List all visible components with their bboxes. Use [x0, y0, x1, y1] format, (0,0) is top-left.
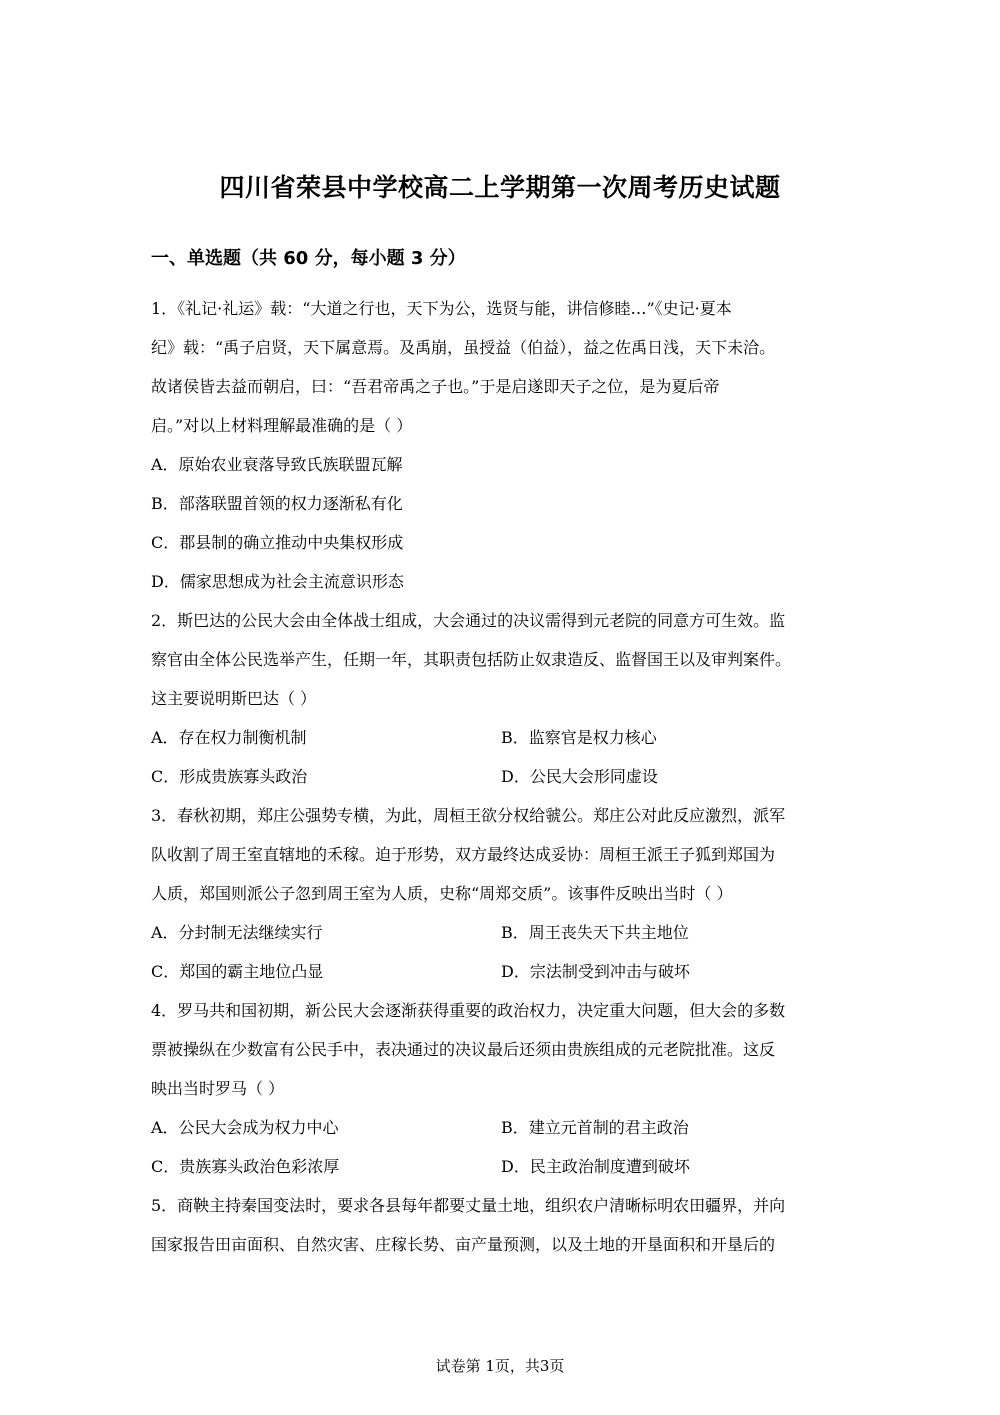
- question-list: [151, 295, 856, 1270]
- question-text-line: 票被操纵在少数富有公民手中，表决通过的决议最后还须由贵族组成的元老院批准。这反: [151, 1040, 776, 1059]
- question-text-line: 2．斯巴达的公民大会由全体战士组成，大会通过的决议需得到元老院的同意方可生效。监: [151, 611, 786, 630]
- option-row: [151, 958, 856, 997]
- option-row: [151, 724, 856, 763]
- page-title: 四川省荣县中学校高二上学期第一次周考历史试题: [219, 173, 781, 202]
- page-footer: 试卷第 1页，共3页: [435, 1357, 565, 1375]
- question-text-line: 故诸侯皆去益而朝启，曰：“吾君帝禹之子也。”于是启遂即天子之位，是为夏后帝: [151, 377, 720, 396]
- question-text-line: 察官由全体公民选举产生，任期一年，其职责包括防止奴隶造反、监督国王以及审判案件。: [151, 650, 792, 669]
- option-row: [151, 1114, 856, 1153]
- question-text-line: 人质，郑国则派公子忽到周王室为人质，史称“周郑交质”。该事件反映出当时（ ）: [151, 884, 733, 903]
- option-c: C．郑国的霸主地位凸显: [151, 962, 324, 981]
- question-5: [151, 1192, 856, 1270]
- option-b: B．周王丧失天下共主地位: [501, 923, 689, 942]
- option-c: C．郡县制的确立推动中央集权形成: [151, 533, 404, 552]
- question-text-line: 5．商鞅主持秦国变法时，要求各县每年都要丈量土地，组织农户清晰标明农田疆界，并向: [151, 1196, 786, 1215]
- question-text-line: 纪》载：“禹子启贤，天下属意焉。及禹崩，虽授益（伯益），益之佐禹日浅，天下未洽。: [151, 338, 776, 357]
- option-c: C．形成贵族寡头政治: [151, 767, 308, 786]
- option-d: D．民主政治制度遭到破坏: [501, 1157, 690, 1176]
- question-3: [151, 802, 856, 997]
- question-text-line: 1．《礼记·礼运》载：“大道之行也，天下为公，选贤与能，讲信修睦…”《史记·夏本: [151, 299, 732, 318]
- question-text-line: 启。”对以上材料理解最准确的是（ ）: [151, 416, 413, 435]
- option-a: A．原始农业衰落导致氏族联盟瓦解: [151, 455, 403, 474]
- question-text-line: 3．春秋初期，郑庄公强势专横，为此，周桓王欲分权给虢公。郑庄公对此反应激烈，派军: [151, 806, 786, 825]
- question-text-line: 映出当时罗马（ ）: [151, 1079, 285, 1098]
- question-4: [151, 997, 856, 1192]
- option-d: D．儒家思想成为社会主流意识形态: [151, 572, 404, 591]
- question-text-line: 队收割了周王室直辖地的禾稼。迫于形势，双方最终达成妥协：周桓王派王子狐到郑国为: [151, 845, 776, 864]
- option-row: [151, 919, 856, 958]
- option-b: B．部落联盟首领的权力逐渐私有化: [151, 494, 403, 513]
- option-a: A．存在权力制衡机制: [151, 728, 307, 747]
- question-text-line: 国家报告田亩面积、自然灾害、庄稼长势、亩产量预测，以及土地的开垦面积和开垦后的: [151, 1235, 776, 1254]
- option-a: A．公民大会成为权力中心: [151, 1118, 339, 1137]
- question-text-line: 这主要说明斯巴达（ ）: [151, 689, 317, 708]
- option-a: A．分封制无法继续实行: [151, 923, 323, 942]
- option-b: B．建立元首制的君主政治: [501, 1118, 689, 1137]
- option-d: D．公民大会形同虚设: [501, 767, 658, 786]
- option-b: B．监察官是权力核心: [501, 728, 657, 747]
- option-row: [151, 1153, 856, 1192]
- option-d: D．宗法制受到冲击与破坏: [501, 962, 690, 981]
- question-1: [151, 295, 856, 607]
- question-text-line: 4．罗马共和国初期，新公民大会逐渐获得重要的政治权力，决定重大问题，但大会的多数: [151, 1001, 786, 1020]
- question-2: [151, 607, 856, 802]
- section-heading: 一、单选题（共 60 分，每小题 3 分）: [151, 248, 466, 269]
- option-c: C．贵族寡头政治色彩浓厚: [151, 1157, 340, 1176]
- option-row: [151, 763, 856, 802]
